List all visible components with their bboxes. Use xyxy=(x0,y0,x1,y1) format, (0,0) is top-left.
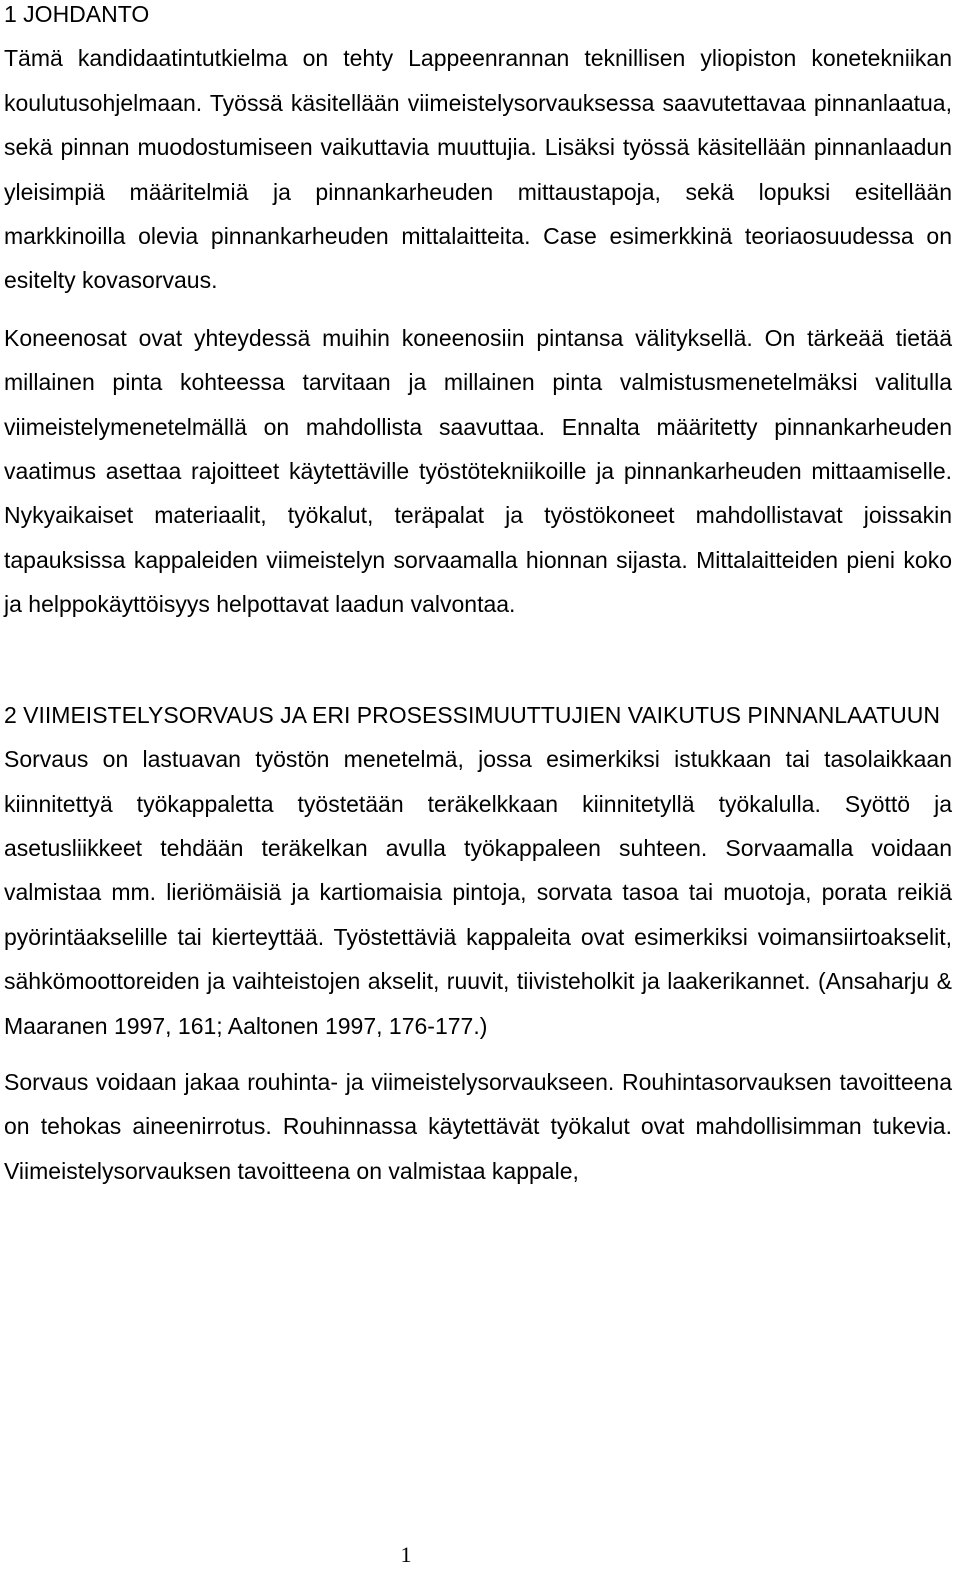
section-heading-johdanto: 1 JOHDANTO xyxy=(4,1,150,27)
paragraph-sorvaus-definition: Sorvaus on lastuavan työstön menetelmä, jossa esimerkiksi istukkaan tai tasolaikkaan kiinnitettyä työkappaletta työstetään teräkelkkaan kiinnitetyllä työkalulla. Syöttö ja asetusliikkeet tehdään teräkelkan avulla työkappaleen suhteen. Sorvaamalla voidaan valmistaa mm. lieriömäisiä ja kartiomaisia pintoja, sorvata tasoa tai muotoja, porata reikiä pyörintäakselille tai kierteyttää. Työstettäviä kappaleita ovat esimerkiksi voimansiirtoakselit, sähkömoottoreiden ja vaihteistojen akselit, ruuvit, tiivisteholkit ja laakerikannet. (Ansaharju & Maaranen 1997, 161; Aaltonen 1997, 176-177.) xyxy=(4,746,952,1039)
paragraph-sorvaus-types: Sorvaus voidaan jakaa rouhinta- ja viimeistelysorvaukseen. Rouhintasorvauksen tavoitteena on tehokas aineenirrotus. Rouhinnassa käytettävät työkalut ovat mahdollisimman tukevia. Viimeistelysorvauksen tavoitteena on valmistaa kappale, xyxy=(4,1068,952,1184)
page-number: 1 xyxy=(400,1542,412,1567)
document-page xyxy=(4,0,952,1193)
paragraph-spacer xyxy=(4,303,952,316)
paragraph-intro: Tämä kandidaatintutkielma on tehty Lappeenrannan teknillisen yliopiston konetekniikan koulutusohjelmaan. Työssä käsitellään viimeistelysorvauksessa saavutettavaa pinnanlaatua, sekä pinnan muodostumiseen vaikuttavia muuttujia. Lisäksi työssä käsitellään pinnanlaadun yleisimpiä määritelmiä ja pinnankarheuden mittaustapoja, sekä lopuksi esitellään markkinoilla olevia pinnankarheuden mittalaitteita. Case esimerkkinä teoriaosuudessa on esitelty kovasorvaus. xyxy=(4,45,952,294)
paragraph-spacer xyxy=(4,1048,952,1060)
paragraph-machine-parts: Koneenosat ovat yhteydessä muihin koneenosiin pintansa välityksellä. On tärkeää tietää millainen pinta kohteessa tarvitaan ja millainen pinta valmistusmenetelmäksi valitulla viimeistelymenetelmällä on mahdollista saavuttaa. Ennalta määritetty pinnankarheuden vaatimus asettaa rajoitteet käytettäville työstötekniikoille ja pinnankarheuden mittaamiselle. Nykyaikaiset materiaalit, työkalut, teräpalat ja työstökoneet mahdollistavat joissakin tapauksissa kappaleiden viimeistelyn sorvaamalla hionnan sijasta. Mittalaitteiden pieni koko ja helppokäyttöisyys helpottavat laadun valvontaa. xyxy=(4,324,952,618)
section-spacer xyxy=(4,627,952,693)
section-heading-viimeistelysorvaus: 2 VIIMEISTELYSORVAUS JA ERI PROSESSIMUUTTUJIEN VAIKUTUS PINNANLAATUUN xyxy=(4,701,940,728)
